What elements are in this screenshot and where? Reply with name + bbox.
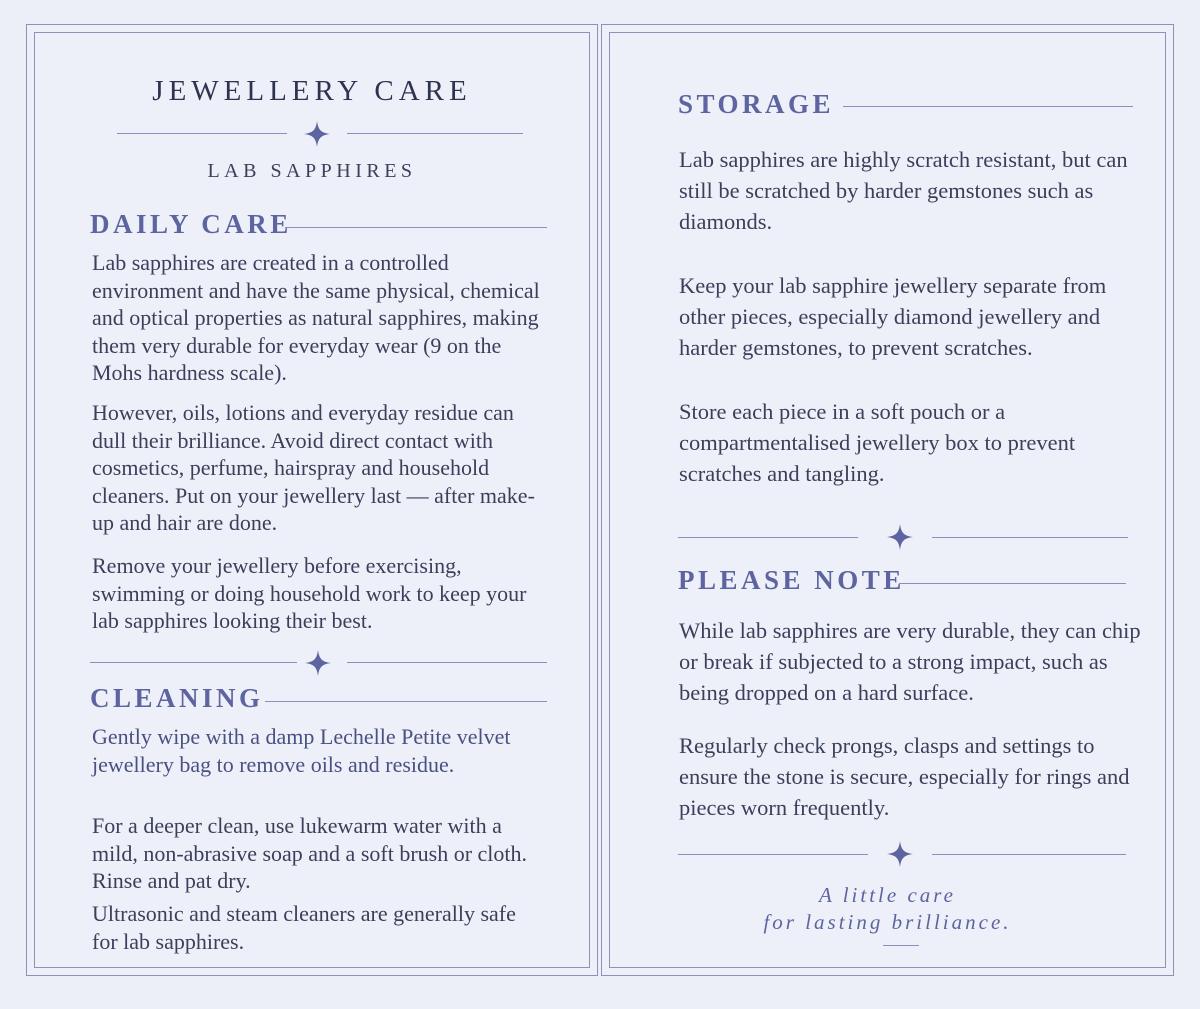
section-divider-right-line — [347, 662, 547, 663]
title-divider-left-line — [117, 133, 287, 134]
daily-care-heading-line — [285, 227, 547, 228]
cleaning-paragraph-3: Ultrasonic and steam cleaners are generally safe for lab sapphires. — [92, 901, 516, 954]
cleaning-paragraph-2: For a deeper clean, use lukewarm water with a mild, non-abrasive soap and a soft brush or cloth. Rinse and pat dry. — [92, 813, 528, 893]
daily-care-heading: DAILY CARE — [90, 209, 292, 239]
closing-line-1: A little care — [819, 883, 956, 907]
storage-heading-line — [843, 106, 1133, 107]
four-point-star-icon — [887, 524, 913, 550]
subtitle: LAB SAPPHIRES — [207, 160, 417, 182]
section-divider-left-line — [90, 662, 297, 663]
cleaning-paragraph-1: Gently wipe with a damp Lechelle Petite velvet jewellery bag to remove oils and residue. — [92, 724, 511, 777]
closing-divider-left-line — [678, 854, 868, 855]
storage-paragraph-2: Keep your lab sapphire jewellery separate from other pieces, especially diamond jewellery and harder gemstones, to prevent scratches. — [679, 273, 1107, 360]
please-note-paragraph-1: While lab sapphires are very durable, they can chip or break if subjected to a strong impact, such as being dropped on a hard surface. — [679, 618, 1141, 705]
daily-care-paragraph-1: Lab sapphires are created in a controlled environment and have the same physical, chemical and optical properties as natural sapphires, making them very durable for everyday wear (9 on the Mohs hardness scale). — [92, 250, 540, 385]
storage-heading: STORAGE — [678, 89, 835, 119]
right-page — [601, 24, 1174, 976]
section-divider-right-line — [932, 537, 1128, 538]
closing-underline — [883, 945, 919, 946]
storage-paragraph-3: Store each piece in a soft pouch or a compartmentalised jewellery box to prevent scratches and tangling. — [679, 399, 1076, 486]
daily-care-paragraph-3: Remove your jewellery before exercising, swimming or doing household work to keep your lab sapphires looking their best. — [92, 553, 527, 633]
daily-care-paragraph-2: However, oils, lotions and everyday residue can dull their brilliance. Avoid direct contact with cosmetics, perfume, hairspray and household cleaners. Put on your jewellery last — after make-up and hair are done. — [92, 400, 535, 535]
page-title: JEWELLERY CARE — [152, 75, 472, 107]
left-page — [26, 24, 598, 976]
please-note-heading-line — [899, 583, 1126, 584]
cleaning-heading: CLEANING — [90, 683, 264, 713]
please-note-paragraph-2: Regularly check prongs, clasps and settings to ensure the stone is secure, especially for rings and pieces worn frequently. — [679, 733, 1130, 820]
please-note-heading: PLEASE NOTE — [678, 565, 905, 595]
section-divider-left-line — [678, 537, 858, 538]
cleaning-heading-line — [265, 701, 547, 702]
four-point-star-icon — [304, 121, 330, 147]
closing-divider-right-line — [932, 854, 1126, 855]
four-point-star-icon — [887, 841, 913, 867]
storage-paragraph-1: Lab sapphires are highly scratch resistant, but can still be scratched by harder gemstones such as diamonds. — [679, 147, 1128, 234]
four-point-star-icon — [305, 650, 331, 676]
title-divider-right-line — [347, 133, 523, 134]
closing-tagline — [602, 882, 1173, 936]
closing-line-2: for lasting brilliance. — [763, 910, 1012, 934]
